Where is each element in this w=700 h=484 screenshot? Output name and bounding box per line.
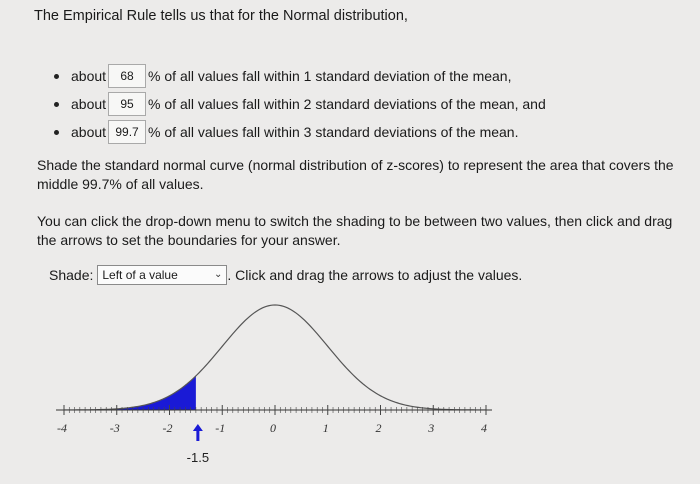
- tick-label: -3: [109, 421, 120, 435]
- answer-input-1[interactable]: 68: [108, 64, 146, 88]
- bullet-suffix: % of all values fall within 1 standard deviation of the mean,: [148, 68, 512, 84]
- shade-hint: . Click and drag the arrows to adjust the values.: [227, 267, 523, 283]
- shade-label: Shade:: [49, 267, 94, 283]
- chevron-down-icon: ⌄: [213, 269, 223, 280]
- boundary-label: -1.5: [186, 450, 210, 465]
- bullet-prefix: about: [71, 96, 107, 112]
- bullet-prefix: about: [71, 124, 107, 140]
- shaded-area: [64, 376, 196, 410]
- answer-input-2[interactable]: 95: [108, 92, 146, 116]
- tick-label: -1: [215, 421, 226, 435]
- tick-label: 3: [428, 421, 435, 435]
- bullet-suffix: % of all values fall within 3 standard deviations of the mean.: [148, 124, 519, 140]
- instruction-dropdown: You can click the drop-down menu to switch the shading to be between two values, then click and drag the arrows to set the boundaries for your answer.: [37, 213, 673, 248]
- axis-tick-labels: [57, 421, 487, 435]
- drag-arrow-icon[interactable]: [193, 424, 203, 441]
- intro-text: The Empirical Rule tells us that for the Normal distribution,: [34, 8, 408, 24]
- tick-label: 4: [481, 421, 487, 435]
- shade-select-value: Left of a value: [102, 268, 178, 282]
- axis-ticks: [64, 405, 486, 415]
- instruction-shade: Shade the standard normal curve (normal distribution of z-scores) to represent the area that covers the middle 99.7% of all values.: [37, 157, 674, 192]
- bullet-suffix: % of all values fall within 2 standard deviations of the mean, and: [148, 96, 546, 112]
- normal-curve: [64, 305, 486, 410]
- tick-label: 2: [375, 421, 382, 435]
- answer-input-3[interactable]: 99.7: [108, 120, 146, 144]
- tick-label: -2: [162, 421, 173, 435]
- tick-label: 1: [322, 421, 329, 435]
- boundary-marker[interactable]: [187, 424, 209, 465]
- tick-label: -4: [57, 421, 67, 435]
- tick-label: 0: [270, 421, 276, 435]
- bullet-prefix: about: [71, 68, 107, 84]
